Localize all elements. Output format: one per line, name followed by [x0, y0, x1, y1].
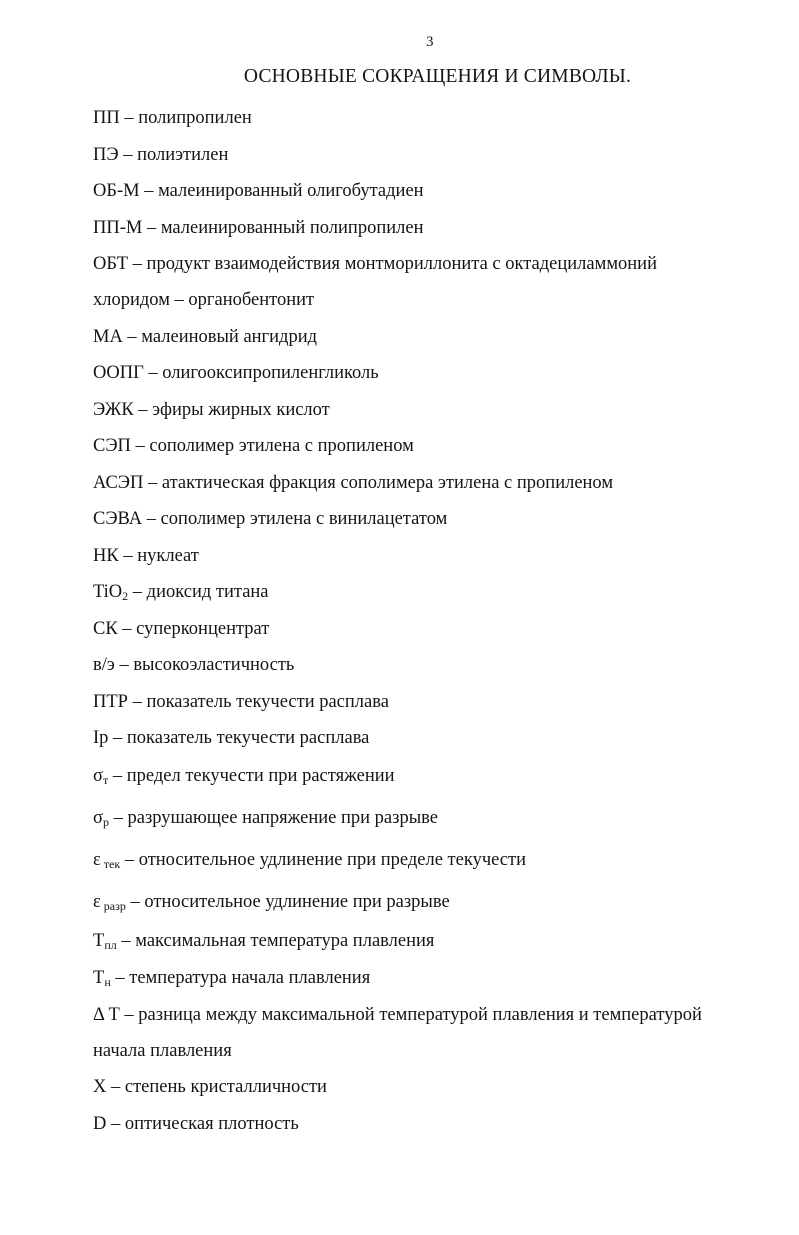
- symbol-subscript: 2: [122, 589, 129, 603]
- abbr-ip: Ip – показатель текучести расплава: [93, 728, 370, 748]
- abbr-ezhk: ЭЖК – эфиры жирных кислот: [93, 400, 330, 420]
- symbol-subscript: пл: [104, 938, 117, 952]
- abbr-sigma-r: [93, 809, 438, 828]
- abbr-d: D – оптическая плотность: [93, 1114, 299, 1134]
- symbol: ε: [93, 892, 101, 912]
- abbr-pe: ПЭ – полиэтилен: [93, 145, 229, 165]
- symbol: σ: [93, 766, 103, 786]
- definition: – относительное удлинение при разрыве: [125, 892, 450, 912]
- abbr-sigma-t: [93, 767, 395, 786]
- symbol: σ: [93, 808, 103, 828]
- abbr-x: Х – степень кристалличности: [93, 1077, 327, 1097]
- symbol-subscript: т: [102, 773, 109, 787]
- symbol-subscript: н: [104, 975, 111, 989]
- abbr-delta-t: Δ Т – разница между максимальной температурой плавления и температурой: [93, 1005, 702, 1025]
- symbol: Т: [93, 931, 105, 951]
- abbr-ptr: ПТР – показатель текучести расплава: [93, 692, 389, 712]
- abbr-asep: АСЭП – атактическая фракция сополимера этилена с пропиленом: [93, 473, 614, 493]
- symbol-subscript: разр: [100, 899, 126, 913]
- abbr-pp: ПП – полипропилен: [93, 108, 252, 128]
- symbol-subscript: тек: [100, 857, 121, 871]
- symbol: ε: [93, 850, 101, 870]
- symbol: TiO: [93, 582, 123, 602]
- abbr-epsilon-razr: [93, 893, 450, 912]
- abbr-nk: НК – нуклеат: [93, 546, 199, 566]
- abbr-pp-m: ПП-М – малеинированный полипропилен: [93, 218, 424, 238]
- abbr-oopg: ООПГ – олигооксипропиленгликоль: [93, 363, 379, 383]
- abbr-sep: СЭП – сополимер этилена с пропиленом: [93, 436, 414, 456]
- abbr-sk: СК – суперконцентрат: [93, 619, 270, 639]
- abbr-ve: в/э – высокоэластичность: [93, 655, 295, 675]
- definition: – относительное удлинение при пределе текучести: [120, 850, 526, 870]
- abbr-ob-m: ОБ-М – малеинированный олигобутадиен: [93, 181, 424, 201]
- abbr-seva: СЭВА – сополимер этилена с винилацетатом: [93, 509, 448, 529]
- definition: – диоксид титана: [128, 582, 269, 602]
- abbr-t-pl: [93, 932, 434, 951]
- abbr-obt-continued: хлоридом – органобентонит: [93, 290, 315, 310]
- abbr-ma: МА – малеиновый ангидрид: [93, 327, 318, 347]
- abbr-tio2: [93, 583, 269, 602]
- abbr-epsilon-tek: [93, 851, 526, 870]
- abbr-delta-t-continued: начала плавления: [93, 1041, 232, 1061]
- abbr-obt: ОБТ – продукт взаимодействия монтмориллонита с октадециламмоний: [93, 254, 657, 274]
- definition: – максимальная температура плавления: [116, 931, 435, 951]
- abbr-t-n: [93, 969, 370, 988]
- page-title: ОСНОВНЫЕ СОКРАЩЕНИЯ И СИМВОЛЫ.: [243, 66, 632, 87]
- definition: – разрушающее напряжение при разрыве: [108, 808, 438, 828]
- symbol-subscript: р: [102, 815, 109, 829]
- definition: – температура начала плавления: [110, 968, 371, 988]
- definition: – предел текучести при растяжении: [108, 766, 395, 786]
- symbol: Т: [93, 968, 105, 988]
- page-number: 3: [426, 34, 434, 50]
